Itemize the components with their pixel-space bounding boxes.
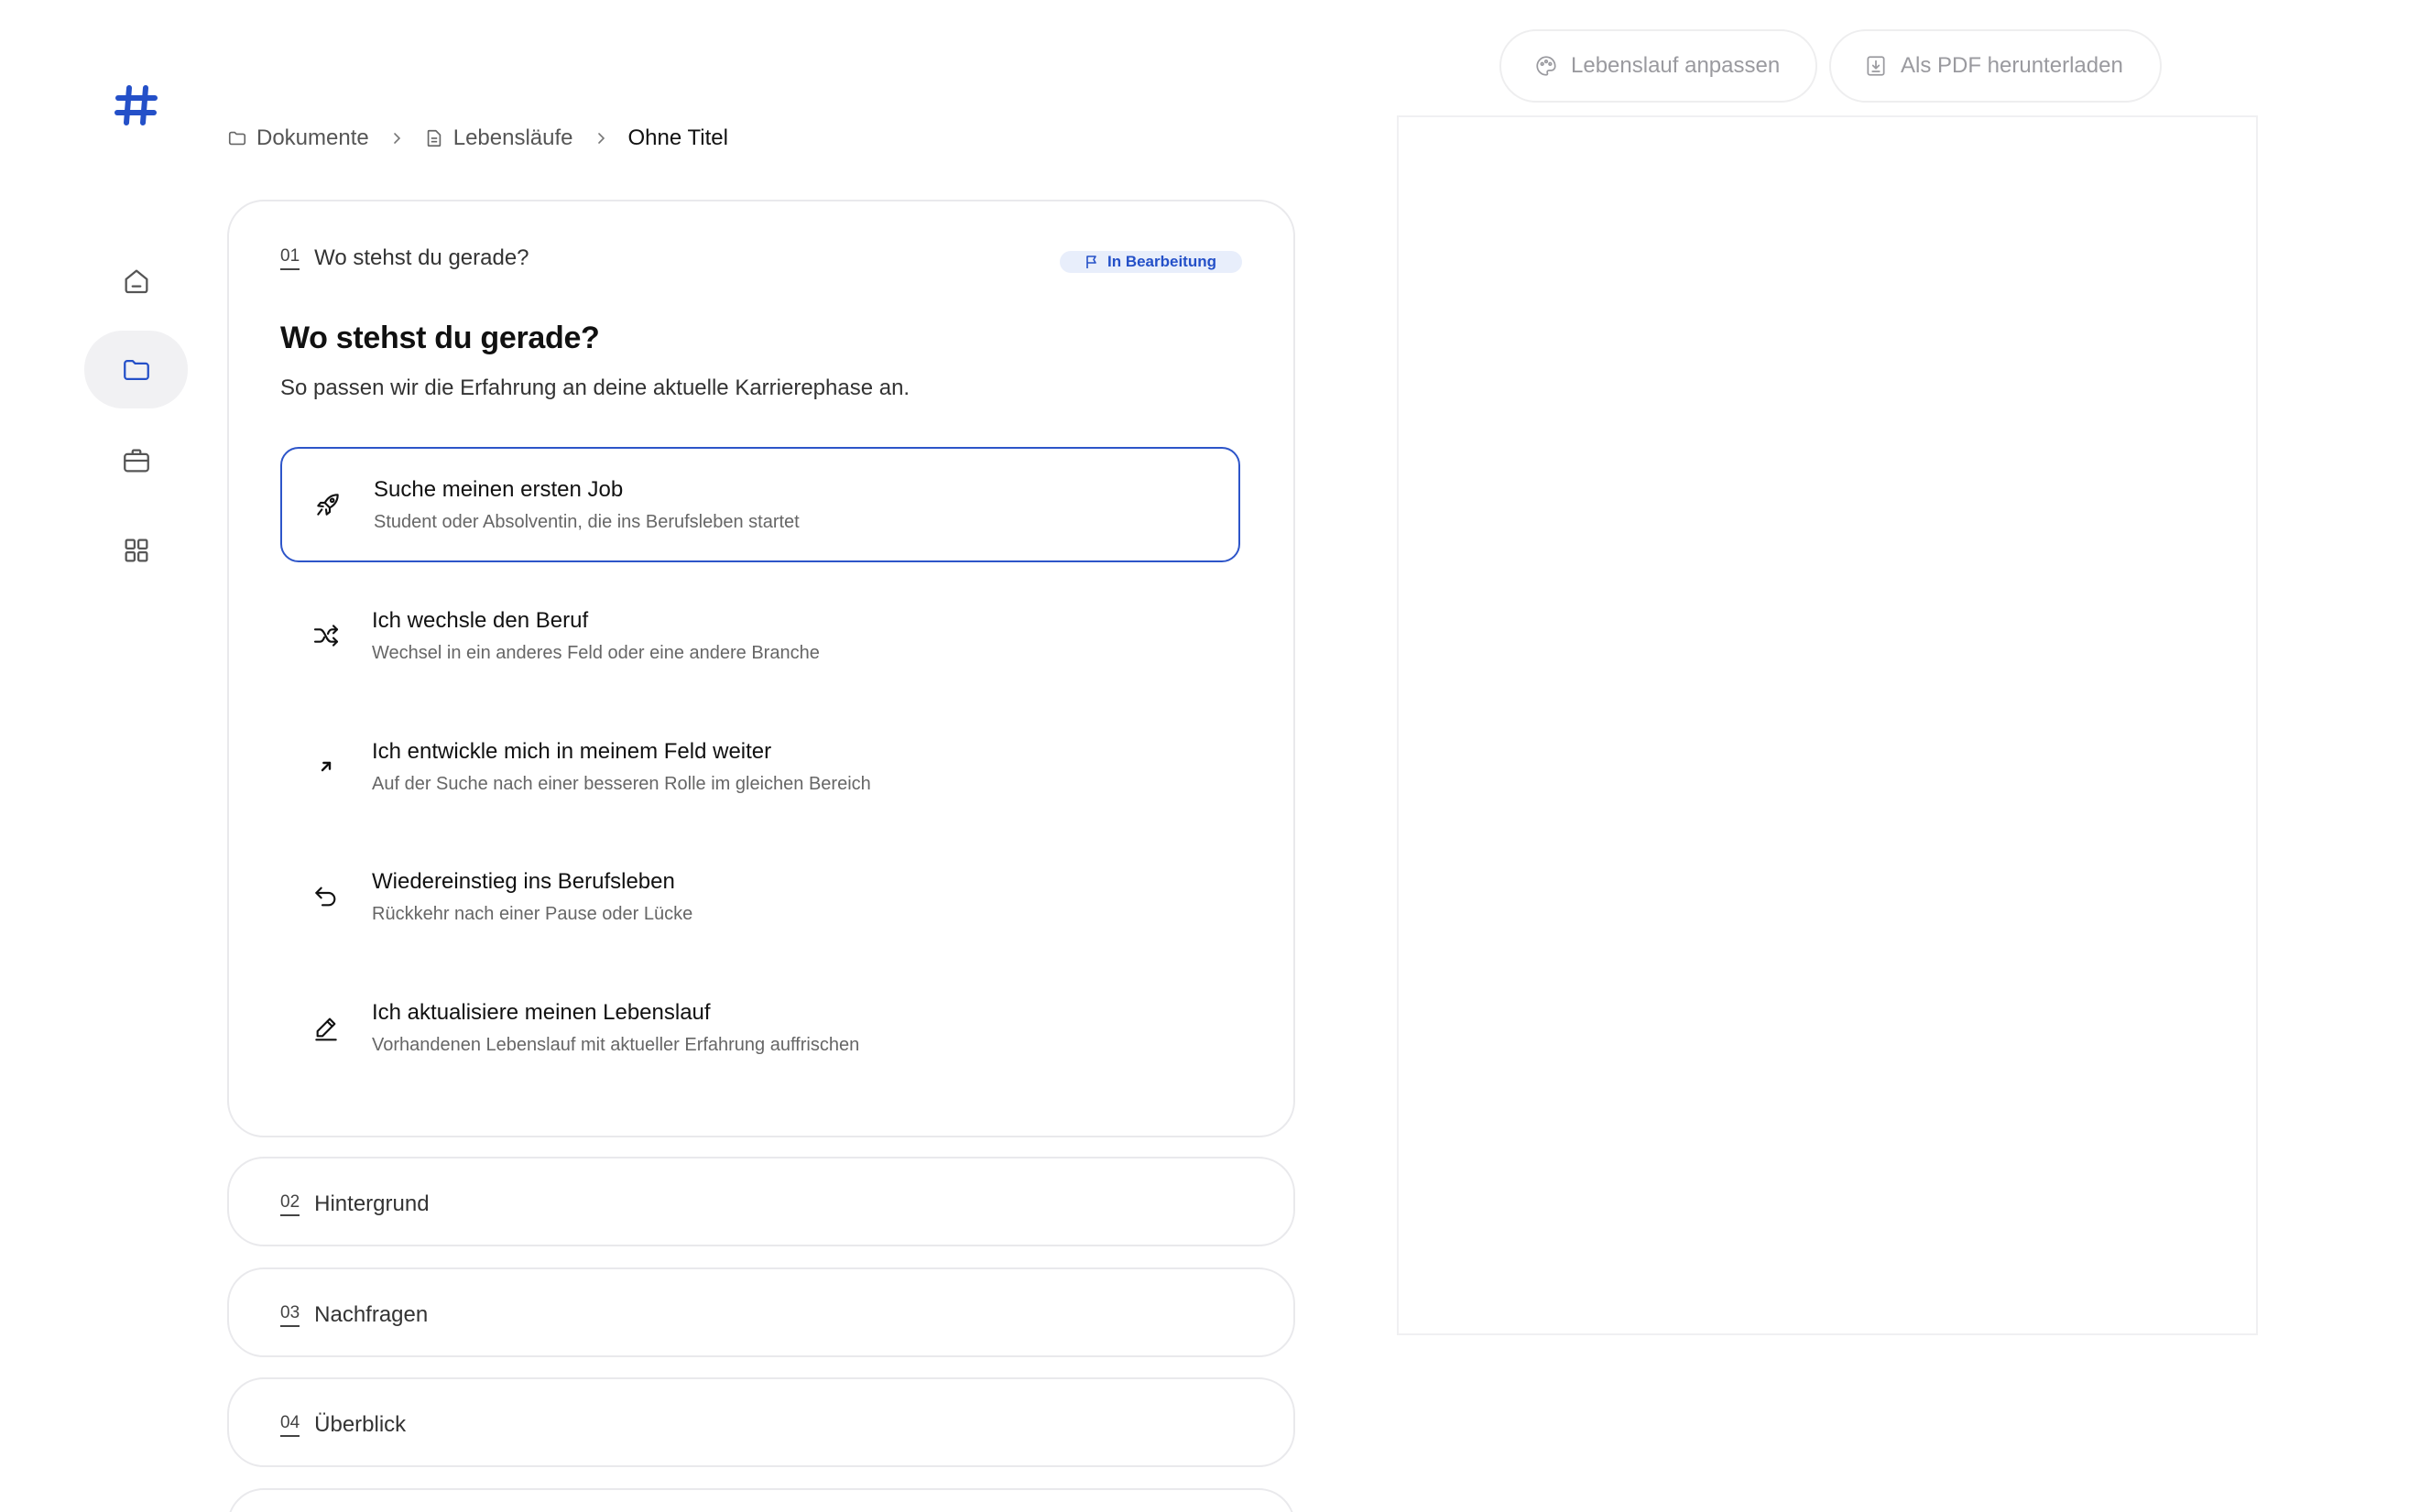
step-number: 01 bbox=[280, 246, 300, 270]
breadcrumb-resumes-label: Lebensläufe bbox=[452, 125, 573, 150]
download-file-icon bbox=[1864, 54, 1888, 78]
pencil-icon bbox=[311, 1013, 341, 1042]
flag-icon bbox=[1085, 255, 1098, 269]
nav-documents[interactable] bbox=[84, 331, 188, 408]
breadcrumb-current: Ohne Titel bbox=[627, 125, 728, 150]
breadcrumb-documents-label: Dokumente bbox=[256, 125, 369, 150]
option-title: Ich wechsle den Beruf bbox=[372, 607, 589, 633]
option-reentry[interactable] bbox=[280, 839, 1240, 954]
grid-icon bbox=[121, 535, 152, 566]
option-description: Vorhandenen Lebenslauf mit aktueller Erfahrung auffrischen bbox=[372, 1034, 860, 1055]
customize-resume-button[interactable] bbox=[1499, 29, 1817, 103]
option-update-resume[interactable] bbox=[280, 970, 1240, 1085]
step-number: 02 bbox=[280, 1192, 300, 1216]
breadcrumb-resumes[interactable] bbox=[424, 125, 573, 151]
option-description: Wechsel in ein anderes Feld oder eine andere Branche bbox=[372, 642, 820, 663]
step-card-4[interactable] bbox=[227, 1377, 1295, 1467]
nav-apps[interactable] bbox=[84, 511, 188, 589]
step-card-1 bbox=[227, 200, 1295, 1137]
customize-resume-label: Lebenslauf anpassen bbox=[1571, 53, 1781, 78]
step-number: 03 bbox=[280, 1303, 300, 1327]
rocket-icon bbox=[313, 490, 343, 519]
briefcase-icon bbox=[121, 445, 152, 476]
palette-icon bbox=[1534, 54, 1558, 78]
step-subtitle: So passen wir die Erfahrung an deine aktuelle Karrierephase an. bbox=[280, 375, 910, 400]
option-description: Student oder Absolventin, die ins Berufsleben startet bbox=[374, 511, 800, 532]
step-label: Wo stehst du gerade? bbox=[314, 245, 529, 270]
option-description: Auf der Suche nach einer besseren Rolle im gleichen Bereich bbox=[372, 773, 871, 794]
option-career-change[interactable] bbox=[280, 578, 1240, 693]
home-icon bbox=[121, 266, 152, 297]
breadcrumb bbox=[227, 124, 728, 153]
step-header-1[interactable] bbox=[280, 245, 529, 271]
nav-jobs[interactable] bbox=[84, 421, 188, 499]
step-label: Überblick bbox=[314, 1412, 407, 1437]
folder-icon bbox=[121, 354, 152, 386]
document-icon bbox=[424, 128, 444, 148]
step-card-2[interactable] bbox=[227, 1157, 1295, 1246]
option-title: Ich entwickle mich in meinem Feld weiter bbox=[372, 738, 772, 764]
hash-logo[interactable] bbox=[114, 82, 159, 128]
step-card-5[interactable] bbox=[227, 1488, 1295, 1512]
step-number: 04 bbox=[280, 1413, 300, 1437]
status-badge bbox=[1060, 251, 1242, 273]
shuffle-icon bbox=[311, 621, 341, 650]
nav-home[interactable] bbox=[84, 242, 188, 320]
folder-icon bbox=[227, 128, 247, 148]
resume-preview bbox=[1397, 115, 2258, 1335]
download-pdf-button[interactable] bbox=[1829, 29, 2162, 103]
option-title: Ich aktualisiere meinen Lebenslauf bbox=[372, 999, 711, 1025]
breadcrumb-documents[interactable] bbox=[227, 125, 369, 151]
option-description: Rückkehr nach einer Pause oder Lücke bbox=[372, 903, 693, 924]
step-card-3[interactable] bbox=[227, 1267, 1295, 1357]
option-title: Suche meinen ersten Job bbox=[374, 476, 624, 502]
arrow-up-right-icon bbox=[311, 752, 341, 781]
download-pdf-label: Als PDF herunterladen bbox=[1901, 53, 2123, 78]
step-label: Nachfragen bbox=[314, 1302, 429, 1327]
status-badge-label: In Bearbeitung bbox=[1106, 253, 1216, 270]
undo-icon bbox=[311, 882, 341, 911]
chevron-right-icon bbox=[389, 131, 404, 146]
option-grow-in-field[interactable] bbox=[280, 709, 1240, 824]
chevron-right-icon bbox=[594, 131, 608, 146]
option-first-job[interactable] bbox=[280, 447, 1240, 562]
option-title: Wiedereinstieg ins Berufsleben bbox=[372, 868, 675, 894]
step-label: Hintergrund bbox=[314, 1191, 430, 1216]
step-title: Wo stehst du gerade? bbox=[280, 321, 600, 355]
